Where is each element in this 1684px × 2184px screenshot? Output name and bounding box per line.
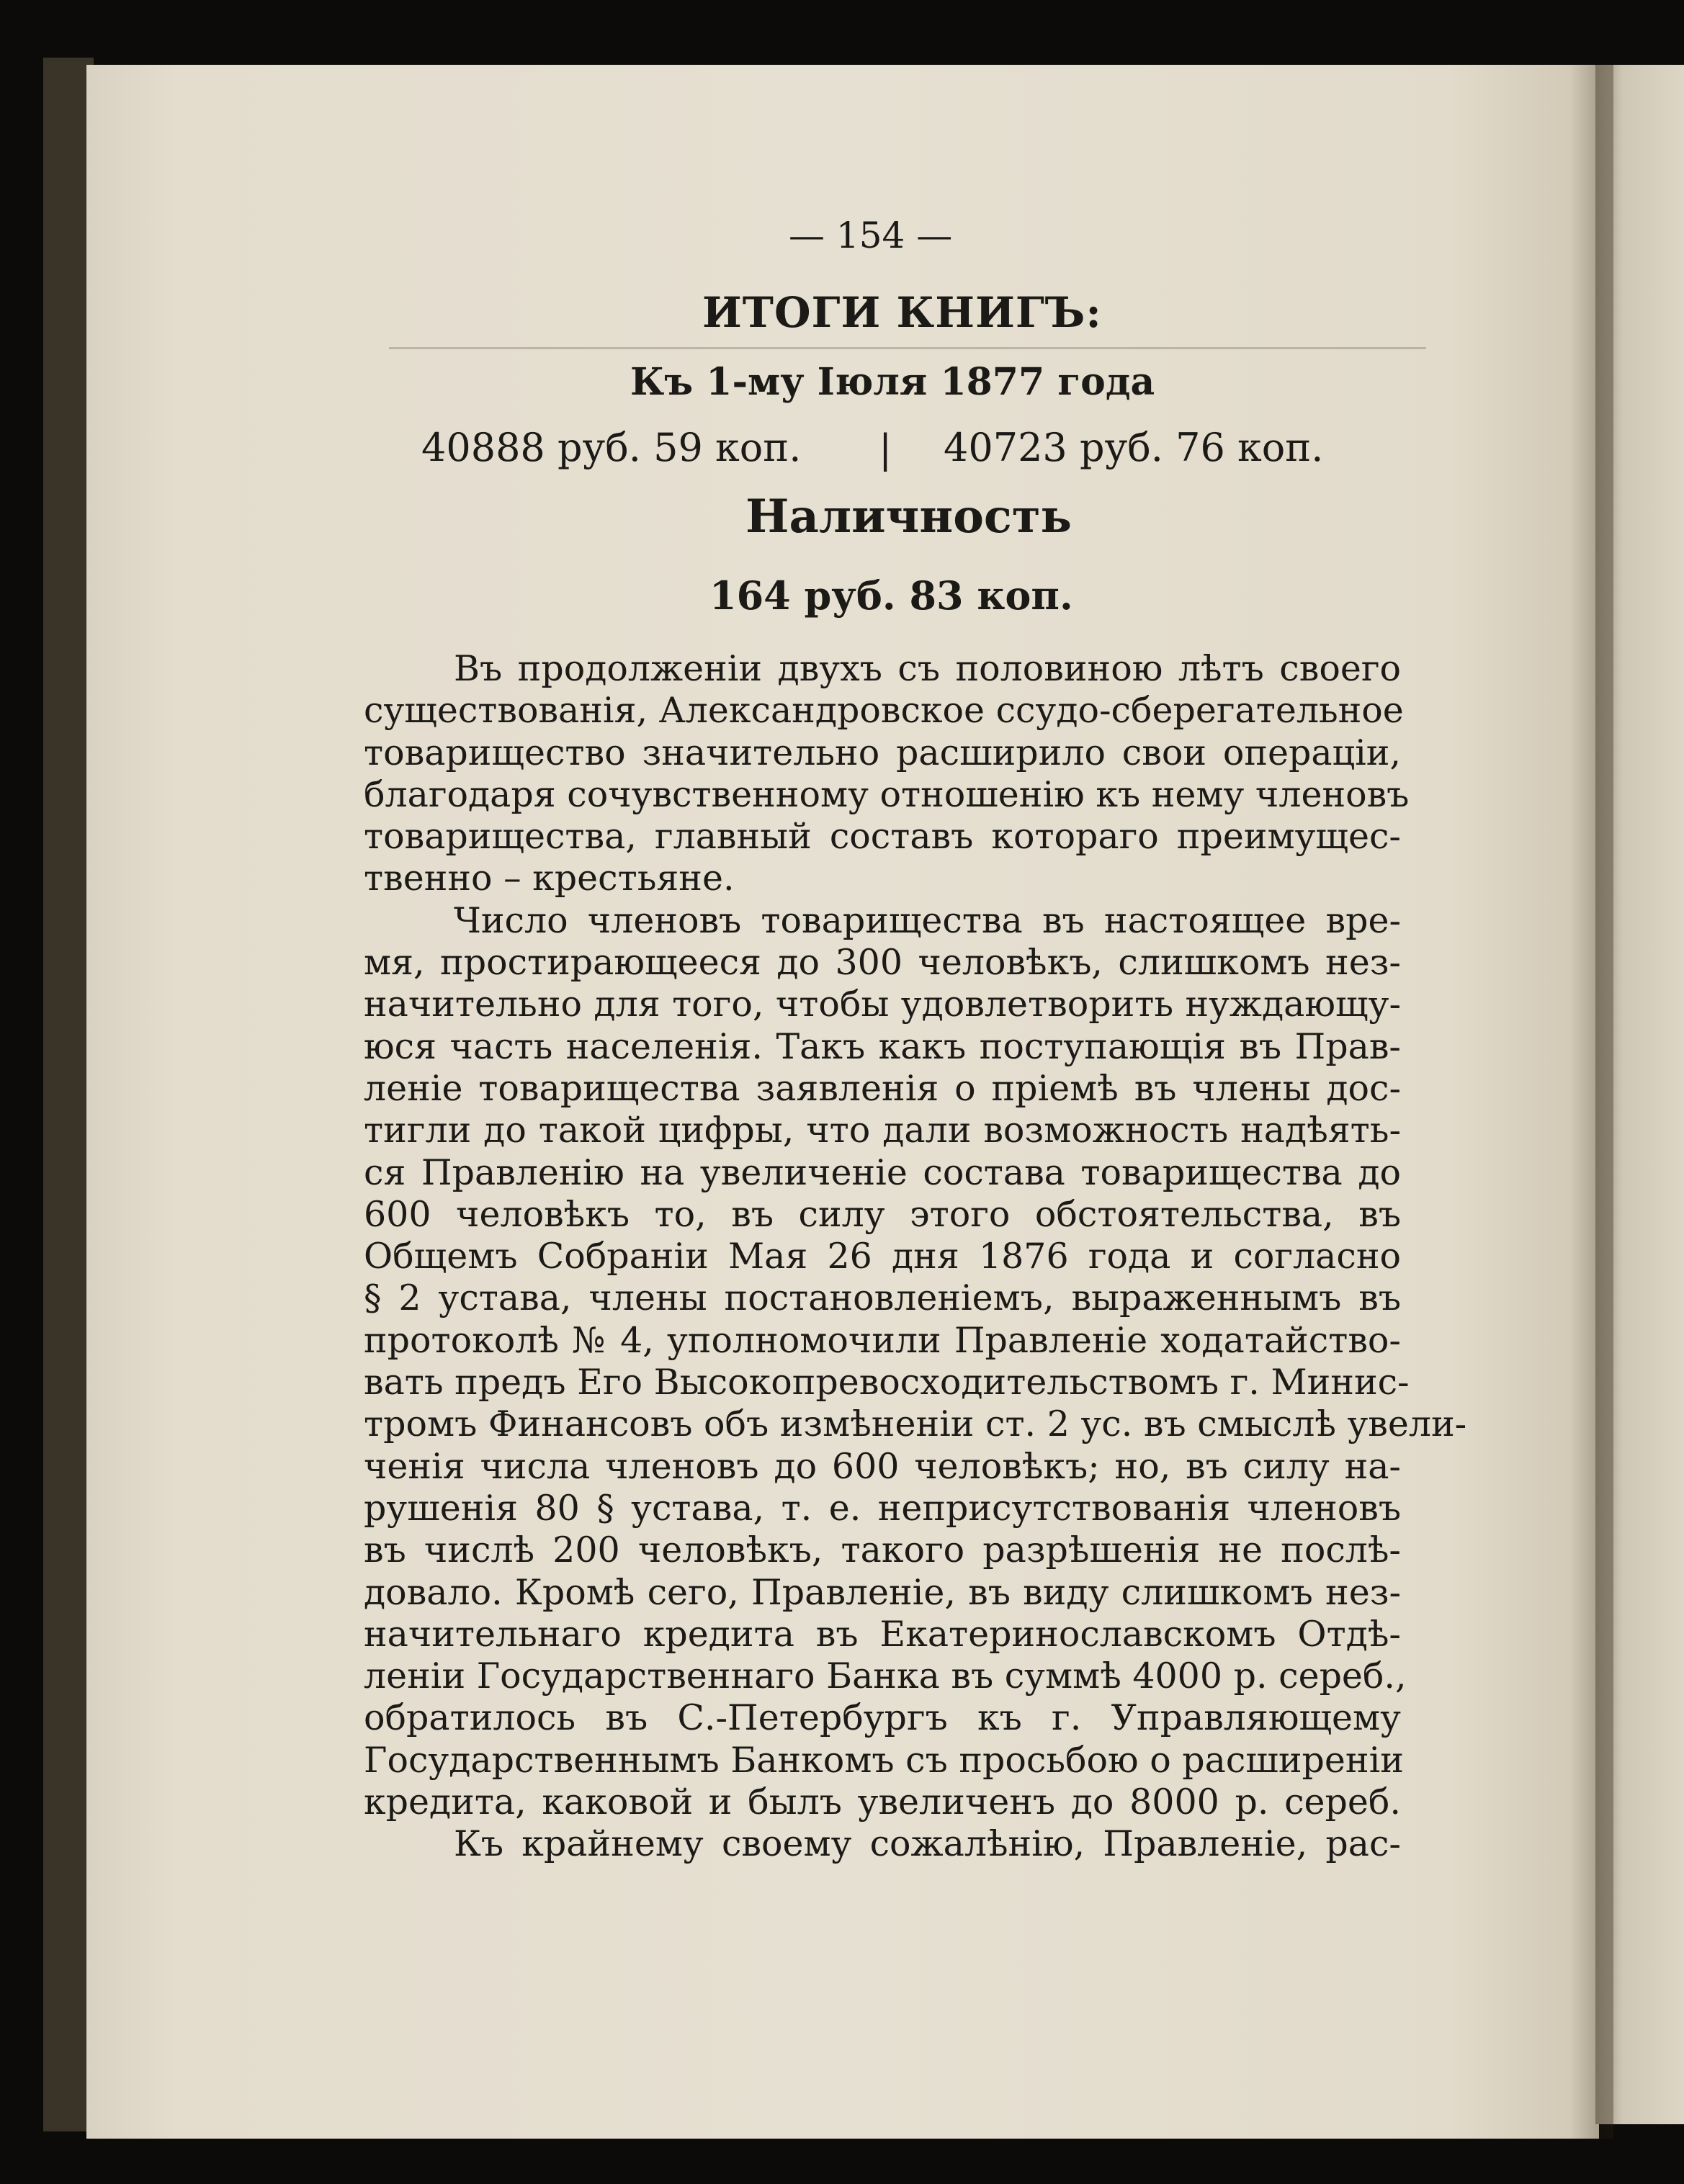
- text-line: твенно – крестьяне.: [364, 858, 735, 899]
- total-divider: |: [879, 426, 892, 472]
- text-line: вать предъ Его Высокопревосходительствомъ г. Минис-: [364, 1362, 1410, 1403]
- text-line: Къ крайнему своему сожалѣнію, Правленіе, рас-: [454, 1823, 1401, 1865]
- text-line: тигли до такой цифры, что дали возможность надѣять-: [364, 1110, 1401, 1151]
- gutter-shadow: [1570, 65, 1613, 2139]
- total-expense: 40723 руб. 76 коп.: [944, 425, 1324, 470]
- text-line: ся Правленію на увеличеніе состава товарищества до: [364, 1151, 1401, 1193]
- heading-totals: ИТОГИ КНИГЪ:: [702, 288, 1102, 337]
- text-line: Общемъ Собраніи Мая 26 дня 1876 года и согласно: [364, 1236, 1401, 1277]
- page-number: — 154 —: [789, 215, 953, 256]
- text-line: товарищества, главный составъ котораго преимущес-: [364, 816, 1401, 858]
- heading-cash: Наличность: [745, 490, 1072, 544]
- text-line: начительно для того, чтобы удовлетворить нуждающу-: [364, 984, 1401, 1025]
- text-line: леніе товарищества заявленія о пріемѣ въ члены дос-: [364, 1067, 1401, 1109]
- text-line: тромъ Финансовъ объ измѣненіи ст. 2 ус. въ смыслѣ увели-: [364, 1403, 1467, 1445]
- text-line: 600 человѣкъ то, въ силу этого обстоятельства, въ: [364, 1193, 1401, 1235]
- totals-date: Къ 1-му Іюля 1877 года: [630, 360, 1155, 404]
- body-text: [364, 648, 1467, 1866]
- text-line: Число членовъ товарищества въ настоящее вре-: [454, 899, 1401, 941]
- text-line: довало. Кромѣ сего, Правленіе, въ виду слишкомъ нез-: [364, 1571, 1401, 1613]
- text-line: мя, простирающееся до 300 человѣкъ, слишкомъ нез-: [364, 942, 1401, 984]
- text-line: § 2 устава, члены постановленіемъ, выраженнымъ въ: [364, 1277, 1401, 1319]
- text-line: въ числѣ 200 человѣкъ, такого разрѣшенія не послѣ-: [364, 1529, 1401, 1571]
- text-line: товарищество значительно расширило свои операціи,: [364, 732, 1401, 773]
- text-line: юся часть населенія. Такъ какъ поступающія въ Прав-: [364, 1025, 1401, 1067]
- text-line: леніи Государственнаго Банка въ суммѣ 4000 р. сереб.,: [364, 1655, 1407, 1697]
- text-line: Государственнымъ Банкомъ съ просьбою о расширеніи: [364, 1739, 1404, 1781]
- cash-amount: 164 руб. 83 коп.: [709, 572, 1073, 619]
- text-line: протоколѣ № 4, уполномочили Правленіе ходатайство-: [364, 1319, 1401, 1361]
- text-line: обратилось въ С.-Петербургъ къ г. Управляющему: [364, 1697, 1401, 1739]
- text-line: благодаря сочувственному отношенію къ нему членовъ: [364, 773, 1410, 815]
- text-line: Въ продолженіи двухъ съ половиною лѣтъ своего: [454, 648, 1401, 689]
- text-line: начительнаго кредита въ Екатеринославскомъ Отдѣ-: [364, 1613, 1401, 1655]
- text-line: кредита, каковой и былъ увеличенъ до 8000 р. сереб.: [364, 1781, 1401, 1823]
- total-income: 40888 руб. 59 коп.: [421, 425, 802, 470]
- text-line: существованія, Александровское ссудо-сберегательное: [364, 690, 1404, 732]
- text-line: рушенія 80 § устава, т. е. неприсутствованія членовъ: [364, 1487, 1401, 1529]
- show-through-rule: [389, 347, 1426, 349]
- text-line: ченія числа членовъ до 600 человѣкъ; но, въ силу на-: [364, 1445, 1401, 1487]
